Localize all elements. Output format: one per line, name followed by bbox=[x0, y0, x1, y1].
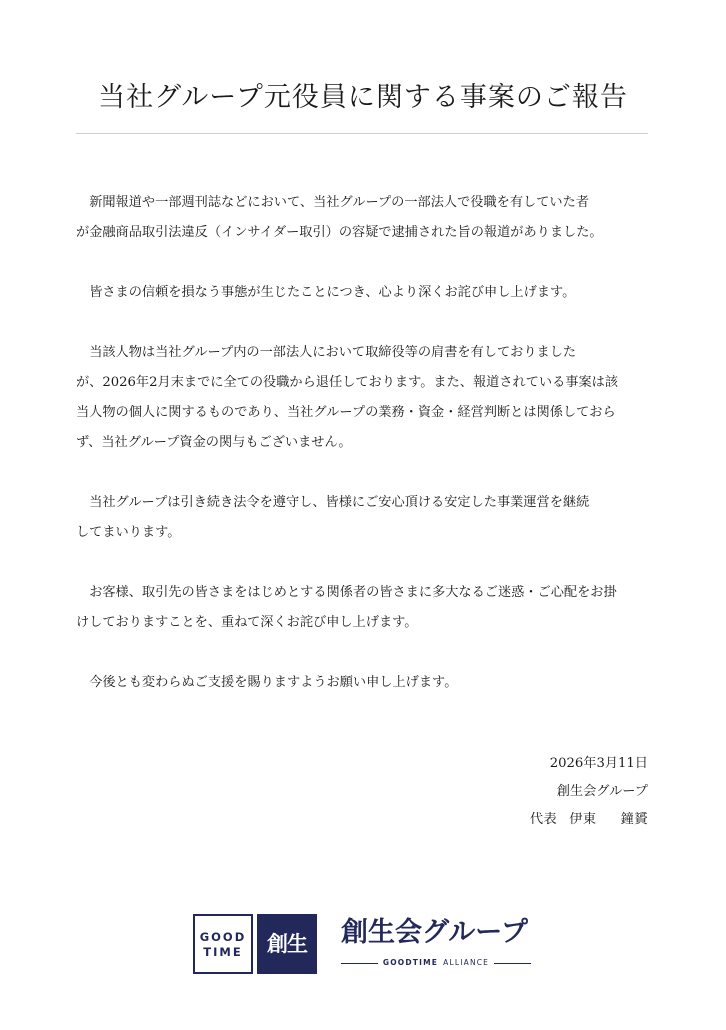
paragraph-closing bbox=[76, 668, 654, 698]
paragraph-apology bbox=[76, 278, 654, 308]
signature-block bbox=[530, 750, 648, 834]
paragraph-line: 皆さまの信頼を損なう事態が生じたことにつき、心より深くお詫び申し上げます。 bbox=[89, 285, 576, 300]
paragraph-report bbox=[76, 188, 654, 248]
paragraph-line: してまいります。 bbox=[76, 525, 181, 540]
page-title: 当社グループ元役員に関する事案のご報告 bbox=[98, 82, 628, 113]
announcement-body bbox=[76, 188, 654, 728]
paragraph-explanation bbox=[76, 338, 654, 458]
paragraph-line: お客様、取引先の皆さまをはじめとする関係者の皆さまに多大なるご迷惑・ご心配をお掛 bbox=[89, 585, 617, 600]
tagline-alliance: ALLIANCE bbox=[443, 958, 490, 967]
paragraph-line: けしておりますことを、重ねて深くお詫び申し上げます。 bbox=[76, 615, 418, 630]
tagline-rule-right bbox=[494, 963, 531, 964]
paragraph-line: 当社グループは引き続き法令を遵守し、皆様にご安心頂ける安定した事業運営を継続 bbox=[89, 495, 590, 510]
paragraph-line: 今後とも変わらぬご支援を賜りますようお願い申し上げます。 bbox=[89, 675, 458, 690]
goodtime-badge-line2: TIME bbox=[203, 945, 243, 959]
representative-title: 代表 bbox=[529, 812, 558, 827]
representative-family-name: 伊東 bbox=[569, 812, 597, 827]
tagline-rule-left bbox=[341, 963, 378, 964]
logo-group-name: 創生会グループ bbox=[341, 917, 528, 948]
tagline-goodtime: GOODTIME bbox=[382, 958, 439, 967]
paragraph-line: 新聞報道や一部週刊誌などにおいて、当社グループの一部法人で役職を有していた者 bbox=[89, 195, 589, 210]
paragraph-line: 当該人物は当社グループ内の一部法人において取締役等の肩書を有しておりました bbox=[89, 345, 577, 360]
paragraph-stakeholders bbox=[76, 578, 654, 638]
sosei-mark: 創生 bbox=[257, 914, 317, 974]
goodtime-badge bbox=[193, 914, 253, 974]
signature-representative bbox=[530, 806, 648, 834]
representative-given-name: 鐘贇 bbox=[620, 812, 648, 827]
signature-date: 2026年3月11日 bbox=[549, 756, 648, 771]
signature-company: 創生会グループ bbox=[556, 784, 648, 799]
paragraph-line: が金融商品取引法違反（インサイダー取引）の容疑で逮捕された旨の報道がありました。 bbox=[76, 225, 603, 240]
paragraph-compliance bbox=[76, 488, 654, 548]
paragraph-line: ず、当社グループ資金の関与もございません。 bbox=[76, 435, 352, 450]
logo-tagline bbox=[341, 956, 531, 970]
goodtime-badge-line1: GOOD bbox=[199, 930, 247, 944]
title-divider bbox=[76, 133, 648, 134]
paragraph-line: が、2026年2月末までに全ての役職から退任しております。また、報道されている事案は該 bbox=[76, 375, 619, 390]
paragraph-line: 当人物の個人に関するものであり、当社グループの業務・資金・経営判断とは関係しておら bbox=[76, 405, 616, 420]
